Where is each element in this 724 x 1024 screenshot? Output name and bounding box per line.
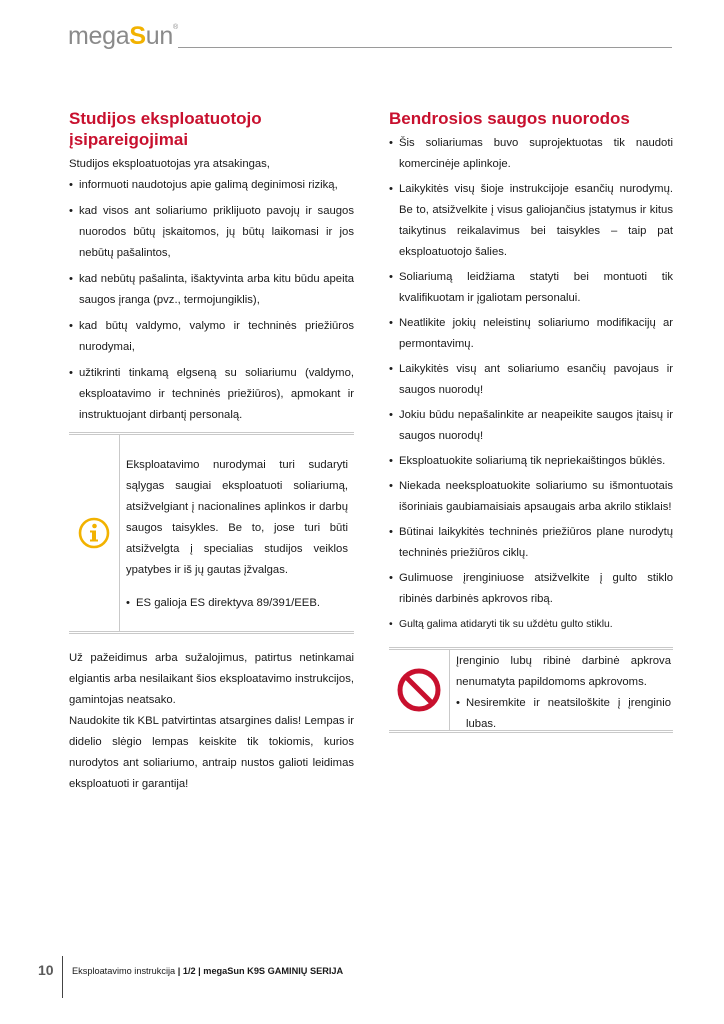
footer-divider [62, 956, 63, 998]
footer-doc-title: Eksploatavimo instrukcija [72, 966, 176, 976]
logo-text-mega: mega [68, 22, 130, 50]
list-item: • Šis soliariumas buvo suprojektuotas tik naudoti komercinėje aplinkoje. [389, 133, 673, 175]
warning-bullet-list [456, 693, 671, 735]
list-item: • Jokiu būdu nepašalinkite ar neapeikite saugos įtaisų ir saugos nuorodų! [389, 405, 673, 447]
right-bullet-list [389, 133, 673, 635]
info-icon-cell [69, 435, 120, 631]
prohibition-icon [397, 668, 441, 712]
left-section-title: Studijos eksploatuotojo įsipareigojimai [69, 109, 262, 149]
warning-text: Įrenginio lubų ribinė darbinė apkrova nenumatyta papildomoms apkrovoms. [456, 655, 671, 688]
info-text-cell [120, 435, 354, 631]
list-item: • ES galioja ES direktyva 89/391/EEB. [126, 593, 348, 614]
right-column [389, 108, 673, 733]
list-item: • Gulimuose įrenginiuose atsižvelkite į gulto stiklo ribinės darbinės apkrovos ribą. [389, 568, 673, 610]
brand-logo [68, 22, 178, 51]
list-item: • Eksploatuokite soliariumą tik nepriekaištingos būklės. [389, 451, 673, 472]
spare-parts-note: Naudokite tik KBL patvirtintas atsargines dalis! Lempas ir didelio slėgio lempas keiskite tik tokiomis, kurios nurodytos ant soliariumo, antraip nustos galioti leidimas eksploatuoti ir garantija! [69, 715, 354, 790]
list-item: • Nesiremkite ir neatsiloškite į įrenginio lubas. [456, 693, 671, 735]
list-item: • kad visos ant soliariumo priklijuoto pavojų ir saugos nuorodos būtų įskaitomos, jų būtų laikomasi ir jos nebūtų pašalintos, [69, 201, 354, 264]
logo-text-s: S [129, 22, 146, 50]
footer-caption [72, 966, 343, 976]
right-section-title: Bendrosios saugos nuorodos [389, 109, 630, 128]
left-column [69, 108, 354, 795]
list-item: • informuoti naudotojus apie galimą deginimosi riziką, [69, 175, 354, 196]
liability-note: Už pažeidimus arba sužalojimus, patirtus netinkamai elgiantis arba nesilaikant šios eksploatavimo instrukcijos, gamintojas neatsako. [69, 652, 354, 706]
list-item: • Laikykitės visų šioje instrukcijoje esančių nurodymų. Be to, atsižvelkite į visus galiojančius įstatymus ir kitus taikytinus reikalavimus bei taisykles – taip pat eksploatuotojo šalies. [389, 179, 673, 263]
list-item: • užtikrinti tinkamą elgseną su soliariumu (valdymo, eksploatavimo ir techninės priežiūros), apmokant ir instruktuojant dirbantį personalą. [69, 363, 354, 426]
list-item: • Gultą galima atidaryti tik su uždėtu gulto stiklu. [389, 614, 673, 635]
list-item: • Niekada neeksploatuokite soliariumo su išmontuotais išoriniais gaubiamaisiais apsaugais arba akrilo stiklais! [389, 476, 673, 518]
list-item: • Neatlikite jokių neleistinų soliariumo modifikacijų ar permontavimų. [389, 313, 673, 355]
info-icon [78, 517, 110, 549]
list-item: • Laikykitės visų ant soliariumo esančių pavojaus ir saugos nuorodų! [389, 359, 673, 401]
info-text: Eksploatavimo nurodymai turi sudaryti sąlygas saugiai eksploatuoti soliariumą, atsižvelgiant į nacionalines aplinkos ir darbų saugos taisykles. Be to, jose turi būti atsižvelgta į specialias studijos veiklos ypatybes ir iš jų gautas įžvalgas. [126, 459, 348, 576]
list-item: • kad būtų valdymo, valymo ir techninės priežiūros nurodymai, [69, 316, 354, 358]
warning-box [389, 647, 673, 733]
warning-text-cell [450, 650, 673, 730]
info-box [69, 432, 354, 634]
left-bullet-list [69, 175, 354, 426]
list-item: • Soliariumą leidžiama statyti bei montuoti tik kvalifikuotam ir įgaliotam personalui. [389, 267, 673, 309]
logo-registered-mark: ® [172, 24, 178, 31]
list-item: • Būtinai laikykitės techninės priežiūros plane nurodytų techninės priežiūros ciklų. [389, 522, 673, 564]
page-number: 10 [38, 962, 54, 978]
header-rule [178, 47, 672, 48]
logo-text-un: un [145, 22, 173, 50]
list-item: • kad nebūtų pašalinta, išaktyvinta arba kitu būdu apeita saugos įranga (pvz., termojungiklis), [69, 269, 354, 311]
left-intro: Studijos eksploatuotojas yra atsakingas, [69, 158, 270, 170]
info-bullet-list [126, 593, 348, 614]
prohibition-icon-cell [389, 650, 450, 730]
footer-series: | 1/2 | megaSun K9S GAMINIŲ SERIJA [175, 966, 344, 976]
